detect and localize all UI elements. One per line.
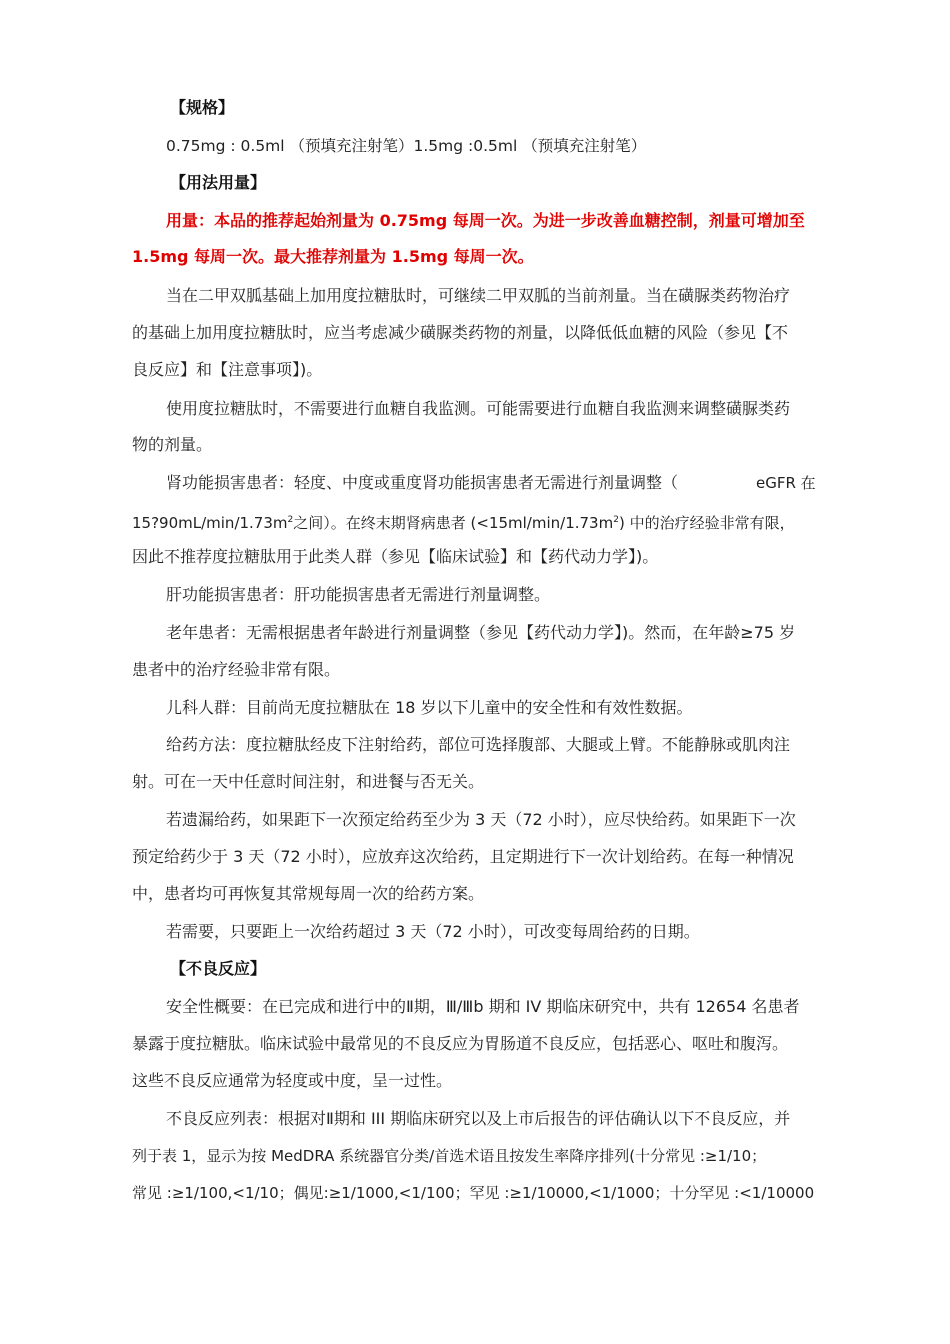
renal-experience-text: ) 中的治疗经验非常有限， bbox=[618, 514, 795, 532]
paragraph-administration-line-2: 射。可在一天中任意时间注射，和进餐与否无关。 bbox=[132, 772, 485, 791]
paragraph-missed-dose-line-2: 预定给药少于 3 天（72 小时），应放弃这次给药，且定期进行下一次计划给药。在每一种情况 bbox=[132, 847, 794, 866]
paragraph-selfmonitor-line-2: 物的剂量。 bbox=[132, 435, 213, 454]
spec-text: 0.75mg : 0.5ml （预填充注射笔）1.5mg :0.5ml （预填充注射笔） bbox=[166, 137, 647, 155]
dosage-highlight-line-2: 1.5mg 每周一次。最大推荐剂量为 1.5mg 每周一次。 bbox=[132, 247, 534, 266]
paragraph-elderly-line-1: 老年患者：无需根据患者年龄进行剂量调整（参见【药代动力学】)。然而，在年龄≥75 岁 bbox=[166, 623, 796, 642]
paragraph-administration-line-1: 给药方法：度拉糖肽经皮下注射给药，部位可选择腹部、大腿或上臂。不能静脉或肌肉注 bbox=[166, 735, 791, 754]
section-heading-spec: 【规格】 bbox=[170, 98, 235, 117]
paragraph-renal-line-2 bbox=[132, 508, 795, 535]
paragraph-renal-line-1a: 肾功能损害患者：轻度、中度或重度肾功能损害患者无需进行剂量调整（ bbox=[166, 473, 679, 492]
paragraph-safety-line-2: 暴露于度拉糖肽。临床试验中最常见的不良反应为胃肠道不良反应，包括恶心、呕吐和腹泻。 bbox=[132, 1034, 789, 1053]
section-heading-dosage: 【用法用量】 bbox=[170, 173, 267, 192]
superscript-2: 2 bbox=[287, 515, 294, 525]
paragraph-missed-dose-line-1: 若遗漏给药，如果距下一次预定给药至少为 3 天（72 小时），应尽快给药。如果距下一次 bbox=[166, 810, 796, 829]
paragraph-missed-dose-line-3: 中，患者均可再恢复其常规每周一次的给药方案。 bbox=[132, 884, 485, 903]
paragraph-metformin-line-1: 当在二甲双胍基础上加用度拉糖肽时，可继续二甲双胍的当前剂量。当在磺脲类药物治疗 bbox=[166, 286, 791, 305]
paragraph-hepatic: 肝功能损害患者：肝功能损害患者无需进行剂量调整。 bbox=[166, 585, 551, 604]
paragraph-safety-line-3: 这些不良反应通常为轻度或中度，呈一过性。 bbox=[132, 1071, 453, 1090]
paragraph-selfmonitor-line-1: 使用度拉糖肽时，不需要进行血糖自我监测。可能需要进行血糖自我监测来调整磺脲类药 bbox=[166, 399, 791, 418]
paragraph-safety-line-1: 安全性概要：在已完成和进行中的Ⅱ期，Ⅲ/Ⅲb 期和 IV 期临床研究中，共有 12654 名患者 bbox=[166, 997, 800, 1016]
paragraph-adverse-list-line-1: 不良反应列表：根据对Ⅱ期和 III 期临床研究以及上市后报告的评估确认以下不良反应，并 bbox=[166, 1109, 791, 1128]
paragraph-adverse-list-line-2: 列于表 1，显示为按 MedDRA 系统器官分类/首选术语且按发生率降序排列(十分常见 :≥1/10； bbox=[132, 1147, 767, 1165]
renal-between-text: 之间）。在终末期肾病患者 (<15ml/min/1.73m bbox=[293, 514, 614, 532]
superscript-2b: 2 bbox=[613, 515, 619, 525]
paragraph-renal-line-3: 因此不推荐度拉糖肽用于此类人群（参见【临床试验】和【药代动力学】)。 bbox=[132, 547, 659, 566]
paragraph-metformin-line-3: 良反应】和【注意事项】)。 bbox=[132, 360, 323, 379]
renal-range-text: 15?90mL/min/1.73m bbox=[132, 514, 288, 532]
paragraph-metformin-line-2: 的基础上加用度拉糖肽时，应当考虑减少磺脲类药物的剂量，以降低低血糖的风险（参见【不 bbox=[132, 323, 789, 342]
paragraph-change-day: 若需要，只要距上一次给药超过 3 天（72 小时），可改变每周给药的日期。 bbox=[166, 922, 700, 941]
paragraph-adverse-list-line-3: 常见 :≥1/100,<1/10；偶见:≥1/1000,<1/100；罕见 :≥1/10000,<1/1000；十分罕见 :<1/10000 bbox=[132, 1184, 815, 1202]
paragraph-renal-line-1b: eGFR 在 bbox=[756, 474, 816, 492]
paragraph-elderly-line-2: 患者中的治疗经验非常有限。 bbox=[132, 660, 341, 679]
paragraph-pediatric: 儿科人群：目前尚无度拉糖肽在 18 岁以下儿童中的安全性和有效性数据。 bbox=[166, 698, 693, 717]
dosage-highlight-line-1: 用量：本品的推荐起始剂量为 0.75mg 每周一次。为进一步改善血糖控制，剂量可增加至 bbox=[166, 211, 805, 230]
section-heading-adverse: 【不良反应】 bbox=[170, 959, 267, 978]
